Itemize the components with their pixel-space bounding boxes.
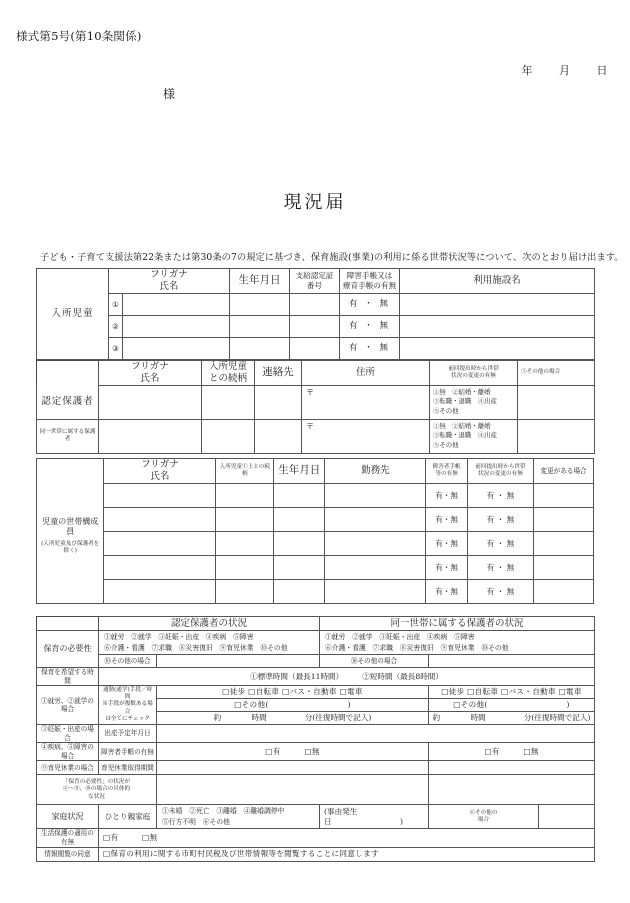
commute-header (99, 686, 157, 725)
row-label-household-members (37, 459, 104, 604)
other-case-line1: ⑥その他の (469, 809, 498, 816)
header-furigana-name (104, 459, 216, 484)
member-change-cell-2[interactable]: 有 ・ 無 (467, 507, 533, 531)
header-relation (202, 361, 255, 386)
member-birth-cell-5[interactable] (274, 579, 325, 603)
header-name: 氏名 (159, 280, 179, 292)
table-row (37, 725, 595, 743)
guardian-other-cell-1[interactable] (518, 385, 595, 419)
childcare-subheader: 育児休業取得期間 (99, 761, 157, 775)
header-change-case: 変更がある場合 (534, 459, 594, 484)
member-name-cell-2[interactable] (104, 507, 216, 531)
illness-options-guardian[interactable]: □有 □無 (157, 743, 429, 761)
table-row (37, 668, 595, 686)
member-name-cell-4[interactable] (104, 555, 216, 579)
header-workplace: 勤務先 (325, 459, 426, 484)
header-facility-name: 利用施設名 (400, 269, 595, 294)
handicap-line2: 療育手帳の有無 (342, 280, 397, 290)
commute-line3: は全てにチェック (105, 716, 150, 723)
other-case-label-guardian: ⑩その他の場合 (99, 655, 157, 668)
table-household-members (36, 458, 594, 604)
row-label-children: 入所児童 (37, 269, 109, 360)
member-relation-cell-1[interactable] (216, 483, 274, 507)
member-relation-cell-5[interactable] (216, 579, 274, 603)
consent-checkbox-text[interactable]: □保育の利用に関する市町村民税及び世帯情報等を閲覧することに同意します (99, 847, 595, 861)
header-guardian-status: 認定保護者の状況 (99, 617, 320, 631)
member-name-cell-5[interactable] (104, 579, 216, 603)
table-guardian (36, 360, 595, 454)
options-line2: ⑥介護・看護 ⑦求職 ⑧災害復旧 ⑨育児休業 ⑩その他 (325, 643, 509, 652)
header-status-change (430, 361, 518, 386)
handicap-line1: 障害者手帳 (432, 463, 461, 470)
detail-note-input-household[interactable] (429, 775, 595, 805)
table-row (37, 579, 594, 603)
guardian-change-cell-1[interactable] (430, 385, 518, 419)
table-row (37, 337, 595, 359)
desired-hours-options[interactable]: ①標準時間（最長11時間） ②短時間（最長8時間） (99, 668, 595, 686)
single-options-line2: ⑤行方不明 ⑥その他 (162, 817, 230, 826)
detail-note-line3: な状況 (88, 793, 105, 800)
member-relation-cell-2[interactable] (216, 507, 274, 531)
childcare-input-guardian[interactable] (157, 761, 429, 775)
row-label-illness: ④疾病、⑤障害の場合 (37, 743, 99, 761)
row-label-consent: 情報閲覧の同意 (37, 847, 99, 861)
member-workplace-cell-5[interactable] (325, 579, 426, 603)
commute-time-guardian[interactable]: 約 時間 分(往復時間で記入) (157, 712, 429, 725)
family-other-case-input[interactable] (539, 805, 595, 829)
header-furigana: フリガナ (141, 459, 179, 470)
header-other-case: ⑤その他の場合 (518, 361, 595, 386)
member-change-cell-5[interactable]: 有 ・ 無 (467, 579, 533, 603)
change-option-line2: ③転職・退職 ④出産 (433, 397, 497, 406)
child-cert-cell-2[interactable] (290, 315, 340, 337)
member-change-case-cell-4[interactable] (534, 555, 594, 579)
other-case-input-guardian[interactable] (157, 655, 320, 668)
header-household-guardian-status: 同一世帯に属する保護者の状況 (320, 617, 595, 631)
member-birth-cell-3[interactable] (274, 531, 325, 555)
change-option-line3: ⑤その他 (433, 407, 459, 416)
pregnancy-subheader: 出産予定年月日 (99, 725, 157, 743)
member-relation-cell-3[interactable] (216, 531, 274, 555)
table-row (37, 293, 595, 315)
detail-note-line2: ④〜⑧、⑩の場合の具体的 (62, 786, 131, 793)
header-handicap-certificate (340, 269, 400, 294)
member-handicap-cell-1[interactable]: 有・無 (426, 483, 467, 507)
member-handicap-cell-2[interactable]: 有・無 (426, 507, 467, 531)
illness-subheader: 障害者手帳の有無 (99, 743, 157, 761)
handicap-line1: 障害手帳又は (346, 271, 393, 281)
row-label-work-school: ①就労、②就学の場合 (37, 686, 99, 725)
table-row (37, 686, 595, 699)
welfare-options[interactable]: □有 □無 (99, 829, 595, 847)
table-row (37, 269, 595, 294)
table-row (37, 847, 595, 861)
member-workplace-cell-2[interactable] (325, 507, 426, 531)
row-label-necessity: 保育の必要性 (37, 631, 99, 668)
child-birth-cell-2[interactable] (230, 315, 290, 337)
header-furigana-name (99, 361, 202, 386)
table-row (37, 385, 595, 419)
header-status-change (467, 459, 533, 484)
change-line2: 状況の変更の有無 (478, 470, 523, 477)
child-handicap-cell-1[interactable]: 有 ・ 無 (340, 293, 400, 315)
single-options-line1: ①未婚 ②死亡 ③離婚 ④離婚調停中 (162, 807, 285, 816)
member-handicap-cell-5[interactable]: 有・無 (426, 579, 467, 603)
header-address: 住所 (302, 361, 430, 386)
table-row (37, 829, 595, 847)
row-label-welfare: 生活保護の適用の有無 (37, 829, 99, 847)
other-case-label-household: ⑩その他の場合 (320, 655, 429, 668)
change-line2: 状況の変更の有無 (451, 372, 496, 379)
table-row (37, 531, 594, 555)
header-relation: 入所児童①上との続柄 (216, 459, 274, 484)
guardian-change-cell-2[interactable] (430, 419, 518, 453)
member-birth-cell-4[interactable] (274, 555, 325, 579)
table-row (37, 361, 595, 386)
childcare-input-household[interactable] (429, 761, 595, 775)
commute-means-household[interactable]: □徒歩 □自転車 □バス・自動車 □電車 (429, 686, 595, 699)
member-change-case-cell-2[interactable] (534, 507, 594, 531)
single-parent-label: ひとり親家庭 (99, 805, 157, 829)
member-workplace-cell-4[interactable] (325, 555, 426, 579)
row-label-childcare-leave: ⑨育児休業の場合 (37, 761, 99, 775)
member-change-case-cell-3[interactable] (534, 531, 594, 555)
member-change-cell-3[interactable]: 有 ・ 無 (467, 531, 533, 555)
postal-mark-icon: 〒 (306, 387, 314, 397)
table-row (37, 459, 594, 484)
household-label: 児童の世帯構成員 (42, 517, 99, 536)
guardian-other-cell-2[interactable] (518, 419, 595, 453)
child-row-number-1: ① (109, 293, 123, 315)
detail-note-label (37, 775, 157, 805)
child-row-number-2: ② (109, 315, 123, 337)
header-name: 氏名 (150, 470, 170, 482)
member-name-cell-3[interactable] (104, 531, 216, 555)
child-cert-cell-1[interactable] (290, 293, 340, 315)
row-label-desired-hours: 保育を希望する時間 (37, 668, 99, 686)
cert-no-line2: 番号 (306, 280, 323, 290)
child-handicap-cell-2[interactable]: 有 ・ 無 (340, 315, 400, 337)
change-option-line1: ①無 ②結婚・離婚 (433, 421, 491, 430)
commute-line2: ※手段が複数ある場合 (102, 701, 153, 715)
member-handicap-cell-3[interactable]: 有・無 (426, 531, 467, 555)
other-case-line2: 場合 (477, 816, 490, 823)
necessity-options-guardian[interactable] (99, 631, 320, 655)
form-number: 様式第5号(第10条関係) (16, 29, 142, 43)
change-line1: 前回提出時から世帯 (448, 365, 499, 372)
change-option-line3: ⑤その他 (433, 441, 459, 450)
guardian-contact-cell-1[interactable] (255, 385, 302, 419)
header-contact: 連絡先 (255, 361, 302, 386)
intro-paragraph: 子ども・子育て支援法第22条または第30条の7の規定に基づき、保育施設(事業)の利用に係る世帯状況等について、次のとおり届け出ます。 (40, 252, 624, 263)
child-name-cell-2[interactable] (123, 315, 230, 337)
change-line1: 前回提出時から世帯 (475, 463, 526, 470)
table-necessity (36, 616, 595, 862)
header-birthdate: 生年月日 (230, 269, 290, 294)
member-workplace-cell-1[interactable] (325, 483, 426, 507)
child-handicap-cell-3[interactable]: 有 ・ 無 (340, 337, 400, 359)
child-cert-cell-3[interactable] (290, 337, 340, 359)
child-row-number-3: ③ (109, 337, 123, 359)
child-name-cell-1[interactable] (123, 293, 230, 315)
row-label-family-status: 家庭状況 (37, 805, 99, 829)
member-change-case-cell-5[interactable] (534, 579, 594, 603)
table-row (37, 507, 594, 531)
change-option-line2: ③転職・退職 ④出産 (433, 431, 497, 440)
commute-line1: 通勤(通学)手段／時間 (102, 686, 153, 701)
household-note: (入所児童及び保護者を除く) (41, 541, 100, 555)
header-furigana: フリガナ (150, 269, 188, 280)
guardian-name-cell-2[interactable] (99, 419, 202, 453)
postal-mark-icon: 〒 (306, 421, 314, 431)
header-certificate-number (290, 269, 340, 294)
options-line1: ①就労 ②就学 ③妊娠・出産 ④疾病 ⑤障害 (104, 632, 254, 641)
child-birth-cell-1[interactable] (230, 293, 290, 315)
necessity-options-household[interactable] (320, 631, 595, 655)
options-line2: ⑥介護・看護 ⑦求職 ⑧災害復旧 ⑨育児休業 ⑩その他 (104, 643, 288, 652)
member-workplace-cell-3[interactable] (325, 531, 426, 555)
row-label-certified-guardian: 認定保護者 (37, 385, 99, 419)
guardian-contact-cell-2[interactable] (255, 419, 302, 453)
table-row (37, 743, 595, 761)
family-other-case-label (429, 805, 539, 829)
header-furigana-name (109, 269, 230, 294)
illness-options-household[interactable]: □有 □無 (429, 743, 595, 761)
date-day-label: 日 (596, 64, 608, 77)
row-label-same-household-guardian: 同一世帯に属する保護者 (37, 419, 99, 453)
commute-other-guardian[interactable]: □その他( ) (157, 699, 429, 712)
guardian-relation-cell-1[interactable] (202, 385, 255, 419)
table-row (37, 761, 595, 775)
table-row (37, 315, 595, 337)
child-birth-cell-3[interactable] (230, 337, 290, 359)
member-change-cell-1[interactable]: 有 ・ 無 (467, 483, 533, 507)
table-row (37, 655, 595, 668)
child-facility-cell-3[interactable] (400, 337, 595, 359)
page-title: 現況届 (283, 192, 347, 213)
member-birth-cell-2[interactable] (274, 507, 325, 531)
member-relation-cell-4[interactable] (216, 555, 274, 579)
table-row (37, 555, 594, 579)
reason-date-field[interactable]: (事由発生日 ) (320, 805, 429, 829)
table-row (37, 775, 595, 805)
commute-time-household[interactable]: 約 時間 分(往復時間で記入) (429, 712, 595, 725)
table-children (36, 268, 595, 360)
guardian-address-cell-1[interactable] (302, 385, 430, 419)
child-facility-cell-1[interactable] (400, 293, 595, 315)
child-name-cell-3[interactable] (123, 337, 230, 359)
addressee-honorific: 様 (163, 87, 176, 101)
other-case-input-household[interactable] (429, 655, 595, 668)
change-option-line1: ①無 ②結婚・離婚 (433, 387, 491, 396)
child-facility-cell-2[interactable] (400, 315, 595, 337)
header-handicap (426, 459, 467, 484)
header-name: 氏名 (140, 372, 160, 384)
detail-note-line1: 「保育の必要性」の状況が (62, 778, 131, 785)
guardian-relation-cell-2[interactable] (202, 419, 255, 453)
table-row (37, 805, 595, 829)
handicap-line2: 等の有無 (435, 470, 458, 477)
detail-note-input-guardian[interactable] (157, 775, 429, 805)
date-year-label: 年 (521, 64, 533, 77)
cert-no-line1: 支給認定証 (295, 271, 334, 281)
options-line1: ①就労 ②就学 ③妊娠・出産 ④疾病 ⑤障害 (325, 632, 475, 641)
relation-line1: 入所児童 (208, 361, 247, 372)
table-row (37, 631, 595, 655)
commute-other-household[interactable]: □その他( ) (429, 699, 595, 712)
guardian-address-cell-2[interactable] (302, 419, 430, 453)
relation-line2: との続柄 (208, 372, 247, 384)
member-change-cell-4[interactable]: 有 ・ 無 (467, 555, 533, 579)
row-label-pregnancy: ③妊娠・出産の場合 (37, 725, 99, 743)
table-row (37, 617, 595, 631)
date-month-label: 月 (559, 64, 571, 77)
table-row (37, 483, 594, 507)
header-birthdate: 生年月日 (274, 459, 325, 484)
pregnancy-input[interactable] (157, 725, 595, 743)
header-furigana: フリガナ (131, 361, 169, 372)
member-name-cell-1[interactable] (104, 483, 216, 507)
guardian-name-cell-1[interactable] (99, 385, 202, 419)
member-change-case-cell-1[interactable] (534, 483, 594, 507)
member-birth-cell-1[interactable] (274, 483, 325, 507)
member-handicap-cell-4[interactable]: 有・無 (426, 555, 467, 579)
date-line (522, 62, 609, 78)
commute-means-guardian[interactable]: □徒歩 □自転車 □バス・自動車 □電車 (157, 686, 429, 699)
single-parent-options[interactable] (157, 805, 320, 829)
table-row (37, 419, 595, 453)
